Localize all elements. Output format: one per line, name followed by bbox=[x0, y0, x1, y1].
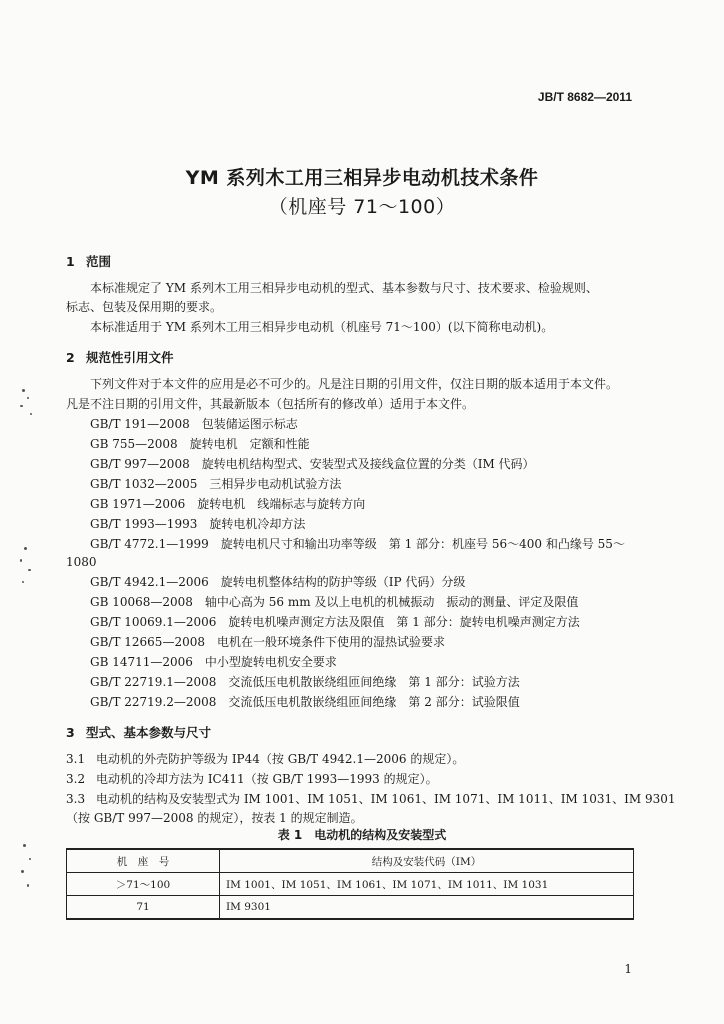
section-number: 2 bbox=[66, 350, 75, 365]
paragraph: 本标准适用于 YM 系列木工用三相异步电动机（机座号 71～100）(以下简称电动机)。 bbox=[90, 320, 554, 334]
reference-item: GB/T 4942.1—2006 旋转电机整体结构的防护等级（IP 代码）分级 bbox=[90, 575, 466, 589]
clause-3-1 bbox=[66, 751, 464, 767]
clause-text: 电动机的结构及安装型式为 IM 1001、IM 1051、IM 1061、IM 1071、IM 1011、IM 1031、IM 9301 bbox=[96, 792, 676, 806]
reference-item: GB/T 22719.1—2008 交流低压电机散嵌绕组匝间绝缘 第 1 部分：试验方法 bbox=[90, 675, 520, 689]
reference-item: GB 14711—2006 中小型旋转电机安全要求 bbox=[90, 655, 337, 669]
reference-item: GB/T 10069.1—2006 旋转电机噪声测定方法及限值 第 1 部分：旋转电机噪声测定方法 bbox=[90, 615, 580, 629]
scan-speck bbox=[22, 581, 24, 583]
reference-item: GB/T 1032—2005 三相异步电动机试验方法 bbox=[90, 477, 342, 491]
table-caption: 表 1 电动机的结构及安装型式 bbox=[277, 828, 447, 842]
section-2-heading bbox=[66, 348, 174, 366]
table-row bbox=[67, 896, 634, 920]
reference-item: GB/T 12665—2008 电机在一般环境条件下使用的湿热试验要求 bbox=[90, 635, 445, 649]
scan-speck bbox=[27, 884, 29, 887]
table-header-frame-number: 机 座 号 bbox=[67, 849, 220, 873]
section-title: 型式、基本参数与尺寸 bbox=[86, 725, 212, 740]
page-number: 1 bbox=[624, 962, 632, 976]
clause-number: 3.1 bbox=[66, 752, 86, 766]
section-title: 范围 bbox=[86, 254, 112, 269]
clause-text: 电动机的外壳防护等级为 IP44（按 GB/T 4942.1—2006 的规定）。 bbox=[96, 752, 465, 766]
reference-item: GB 1971—2006 旋转电机 线端标志与旋转方向 bbox=[90, 497, 366, 511]
table-cell-im-code: IM 1001、IM 1051、IM 1061、IM 1071、IM 1011、IM 1031 bbox=[220, 873, 634, 896]
reference-item: GB/T 22719.2—2008 交流低压电机散嵌绕组匝间绝缘 第 2 部分：试验限值 bbox=[90, 695, 520, 709]
standard-code: JB/T 8682—2011 bbox=[537, 90, 632, 104]
reference-item: GB 755—2008 旋转电机 定额和性能 bbox=[90, 437, 310, 451]
scan-speck bbox=[21, 870, 24, 873]
clause-text: 电动机的冷却方法为 IC411（按 GB/T 1993—1993 的规定）。 bbox=[96, 772, 438, 786]
reference-item: GB/T 191—2008 包装储运图示标志 bbox=[90, 417, 298, 431]
section-1-heading bbox=[66, 252, 111, 270]
document-title: YM 系列木工用三相异步电动机技术条件 bbox=[185, 167, 539, 189]
scan-speck bbox=[24, 547, 27, 550]
section-number: 3 bbox=[66, 725, 75, 740]
scan-speck-cluster bbox=[18, 545, 38, 595]
scan-speck bbox=[20, 559, 22, 562]
paragraph-continuation: 标志、包装及保用期的要求。 bbox=[66, 300, 223, 314]
scan-speck bbox=[29, 858, 31, 860]
table-header-im-code: 结构及安装代码（IM） bbox=[220, 849, 634, 873]
scan-speck bbox=[22, 389, 25, 392]
section-3-heading bbox=[66, 723, 211, 741]
table-row bbox=[67, 873, 634, 896]
reference-item: GB/T 1993—1993 旋转电机冷却方法 bbox=[90, 517, 306, 531]
scan-speck bbox=[28, 569, 31, 571]
clause-3-3-continuation: （按 GB/T 997—2008 的规定），按表 1 的规定制造。 bbox=[66, 811, 363, 825]
table-cell-frame-number: ＞71～100 bbox=[67, 873, 220, 896]
paragraph-continuation: 凡是不注日期的引用文件，其最新版本（包括所有的修改单）适用于本文件。 bbox=[66, 397, 475, 411]
mounting-type-table bbox=[66, 848, 634, 920]
scan-speck bbox=[27, 397, 29, 399]
scan-speck bbox=[20, 405, 23, 407]
clause-number: 3.3 bbox=[66, 792, 86, 806]
scan-speck bbox=[23, 844, 26, 847]
reference-item: GB 10068—2008 轴中心高为 56 mm 及以上电机的机械振动 振动的测量、评定及限值 bbox=[90, 595, 579, 609]
paragraph: 本标准规定了 YM 系列木工用三相异步电动机的型式、基本参数与尺寸、技术要求、检验规则、 bbox=[90, 281, 598, 295]
scan-speck-cluster bbox=[18, 840, 38, 900]
reference-item-continuation: 1080 bbox=[66, 555, 97, 569]
section-title: 规范性引用文件 bbox=[86, 350, 174, 365]
table-cell-frame-number: 71 bbox=[67, 896, 220, 920]
table-cell-im-code: IM 9301 bbox=[220, 896, 634, 920]
clause-3-2 bbox=[66, 771, 438, 787]
clause-number: 3.2 bbox=[66, 772, 86, 786]
document-subtitle: （机座号 71～100） bbox=[268, 196, 456, 218]
table-header-row bbox=[67, 849, 634, 873]
clause-3-3 bbox=[66, 791, 675, 807]
scan-speck bbox=[30, 413, 32, 415]
scan-speck-cluster bbox=[18, 385, 38, 425]
paragraph: 下列文件对于本文件的应用是必不可少的。凡是注日期的引用文件，仅注日期的版本适用于本文件。 bbox=[90, 377, 619, 391]
reference-item: GB/T 997—2008 旋转电机结构型式、安装型式及接线盒位置的分类（IM 代码） bbox=[90, 457, 535, 471]
reference-item: GB/T 4772.1—1999 旋转电机尺寸和输出功率等级 第 1 部分：机座号 56～400 和凸缘号 55～ bbox=[90, 537, 625, 551]
section-number: 1 bbox=[66, 254, 75, 269]
